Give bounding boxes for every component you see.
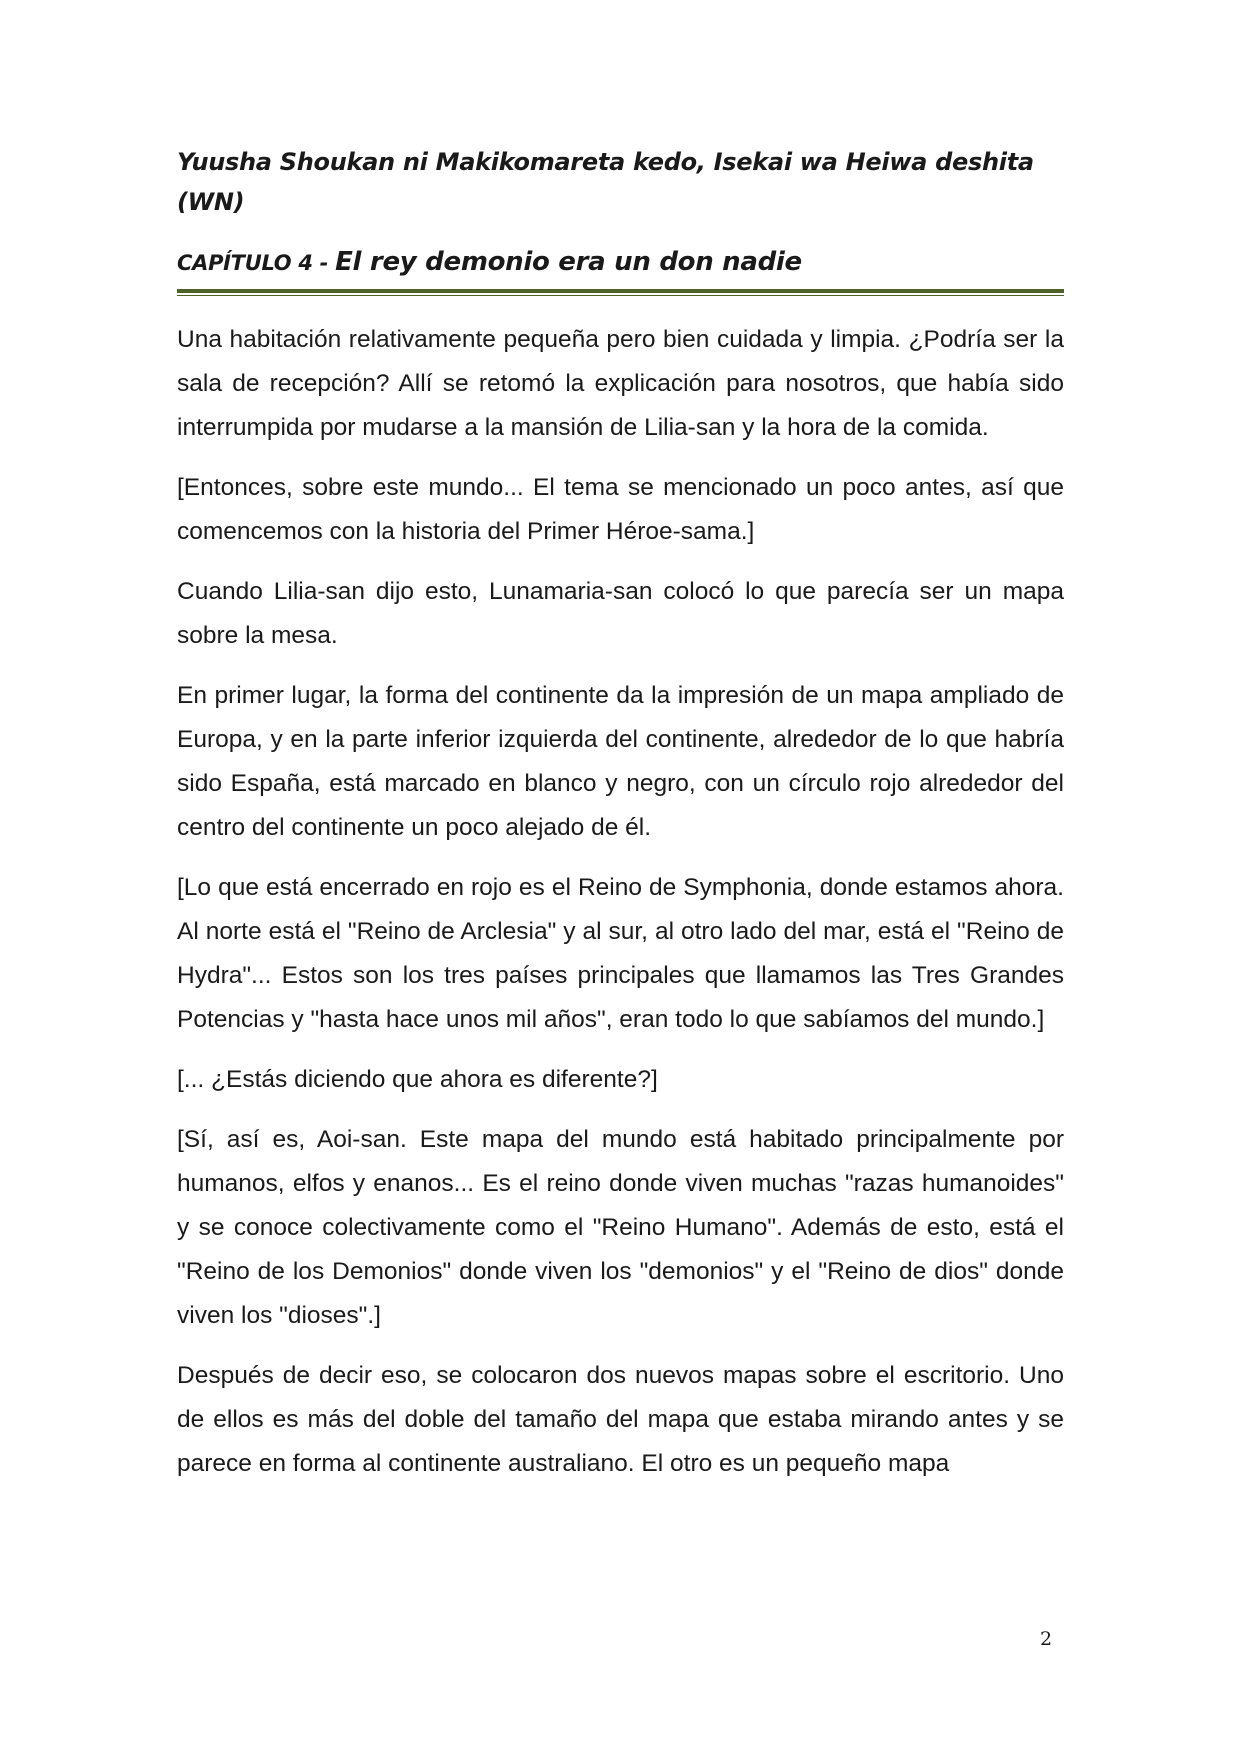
paragraph-8: Después de decir eso, se colocaron dos nuevos mapas sobre el escritorio. Uno de ellos es más del doble del tamaño del mapa que estaba mirando antes y se parece en forma al continente australiano. El otro es un pequeño mapa bbox=[177, 1362, 1064, 1477]
heading-rule-thin bbox=[177, 295, 1064, 296]
paragraph-6: [... ¿Estás diciendo que ahora es diferente?] bbox=[177, 1066, 658, 1093]
paragraph-1: Una habitación relativamente pequeña pero bien cuidada y limpia. ¿Podría ser la sala de recepción? Allí se retomó la explicación para nosotros, que había sido interrumpida por mudarse a la mansión de Lilia-san y la hora de la comida. bbox=[177, 326, 1064, 441]
chapter-label: CAPÍTULO 4 - bbox=[177, 251, 336, 275]
chapter-heading bbox=[177, 242, 1064, 283]
series-title: Yuusha Shoukan ni Makikomareta kedo, Isekai wa Heiwa deshita (WN) bbox=[177, 148, 1034, 216]
paragraph-5: [Lo que está encerrado en rojo es el Reino de Symphonia, donde estamos ahora. Al norte está el "Reino de Arclesia" y al sur, al otro lado del mar, está el "Reino de Hydra"... Estos son los tres países principales que llamamos las Tres Grandes Potencias y "hasta hace unos mil años", eran todo lo que sabíamos del mundo.] bbox=[177, 874, 1064, 1033]
paragraph-7: [Sí, así es, Aoi-san. Este mapa del mundo está habitado principalmente por humanos, elfos y enanos... Es el reino donde viven muchas "razas humanoides" y se conoce colectivamente como el "Reino Humano". Además de esto, está el "Reino de los Demonios" donde viven los "demonios" y el "Reino de dios" donde viven los "dioses".] bbox=[177, 1126, 1064, 1329]
paragraph-3: Cuando Lilia-san dijo esto, Lunamaria-san colocó lo que parecía ser un mapa sobre la mesa. bbox=[177, 578, 1064, 649]
body-text bbox=[177, 318, 1064, 1486]
chapter-name: El rey demonio era un don nadie bbox=[335, 247, 802, 277]
paragraph-4: En primer lugar, la forma del continente da la impresión de un mapa ampliado de Europa, y en la parte inferior izquierda del continente, alrededor de lo que habría sido España, está marcado en blanco y negro, con un círculo rojo alrededor del centro del continente un poco alejado de él. bbox=[177, 682, 1064, 841]
heading-rule-thick bbox=[177, 289, 1064, 293]
page-number: 2 bbox=[1040, 1628, 1053, 1650]
document-page bbox=[177, 142, 1064, 1502]
paragraph-2: [Entonces, sobre este mundo... El tema se mencionado un poco antes, así que comencemos con la historia del Primer Héroe-sama.] bbox=[177, 474, 1064, 545]
